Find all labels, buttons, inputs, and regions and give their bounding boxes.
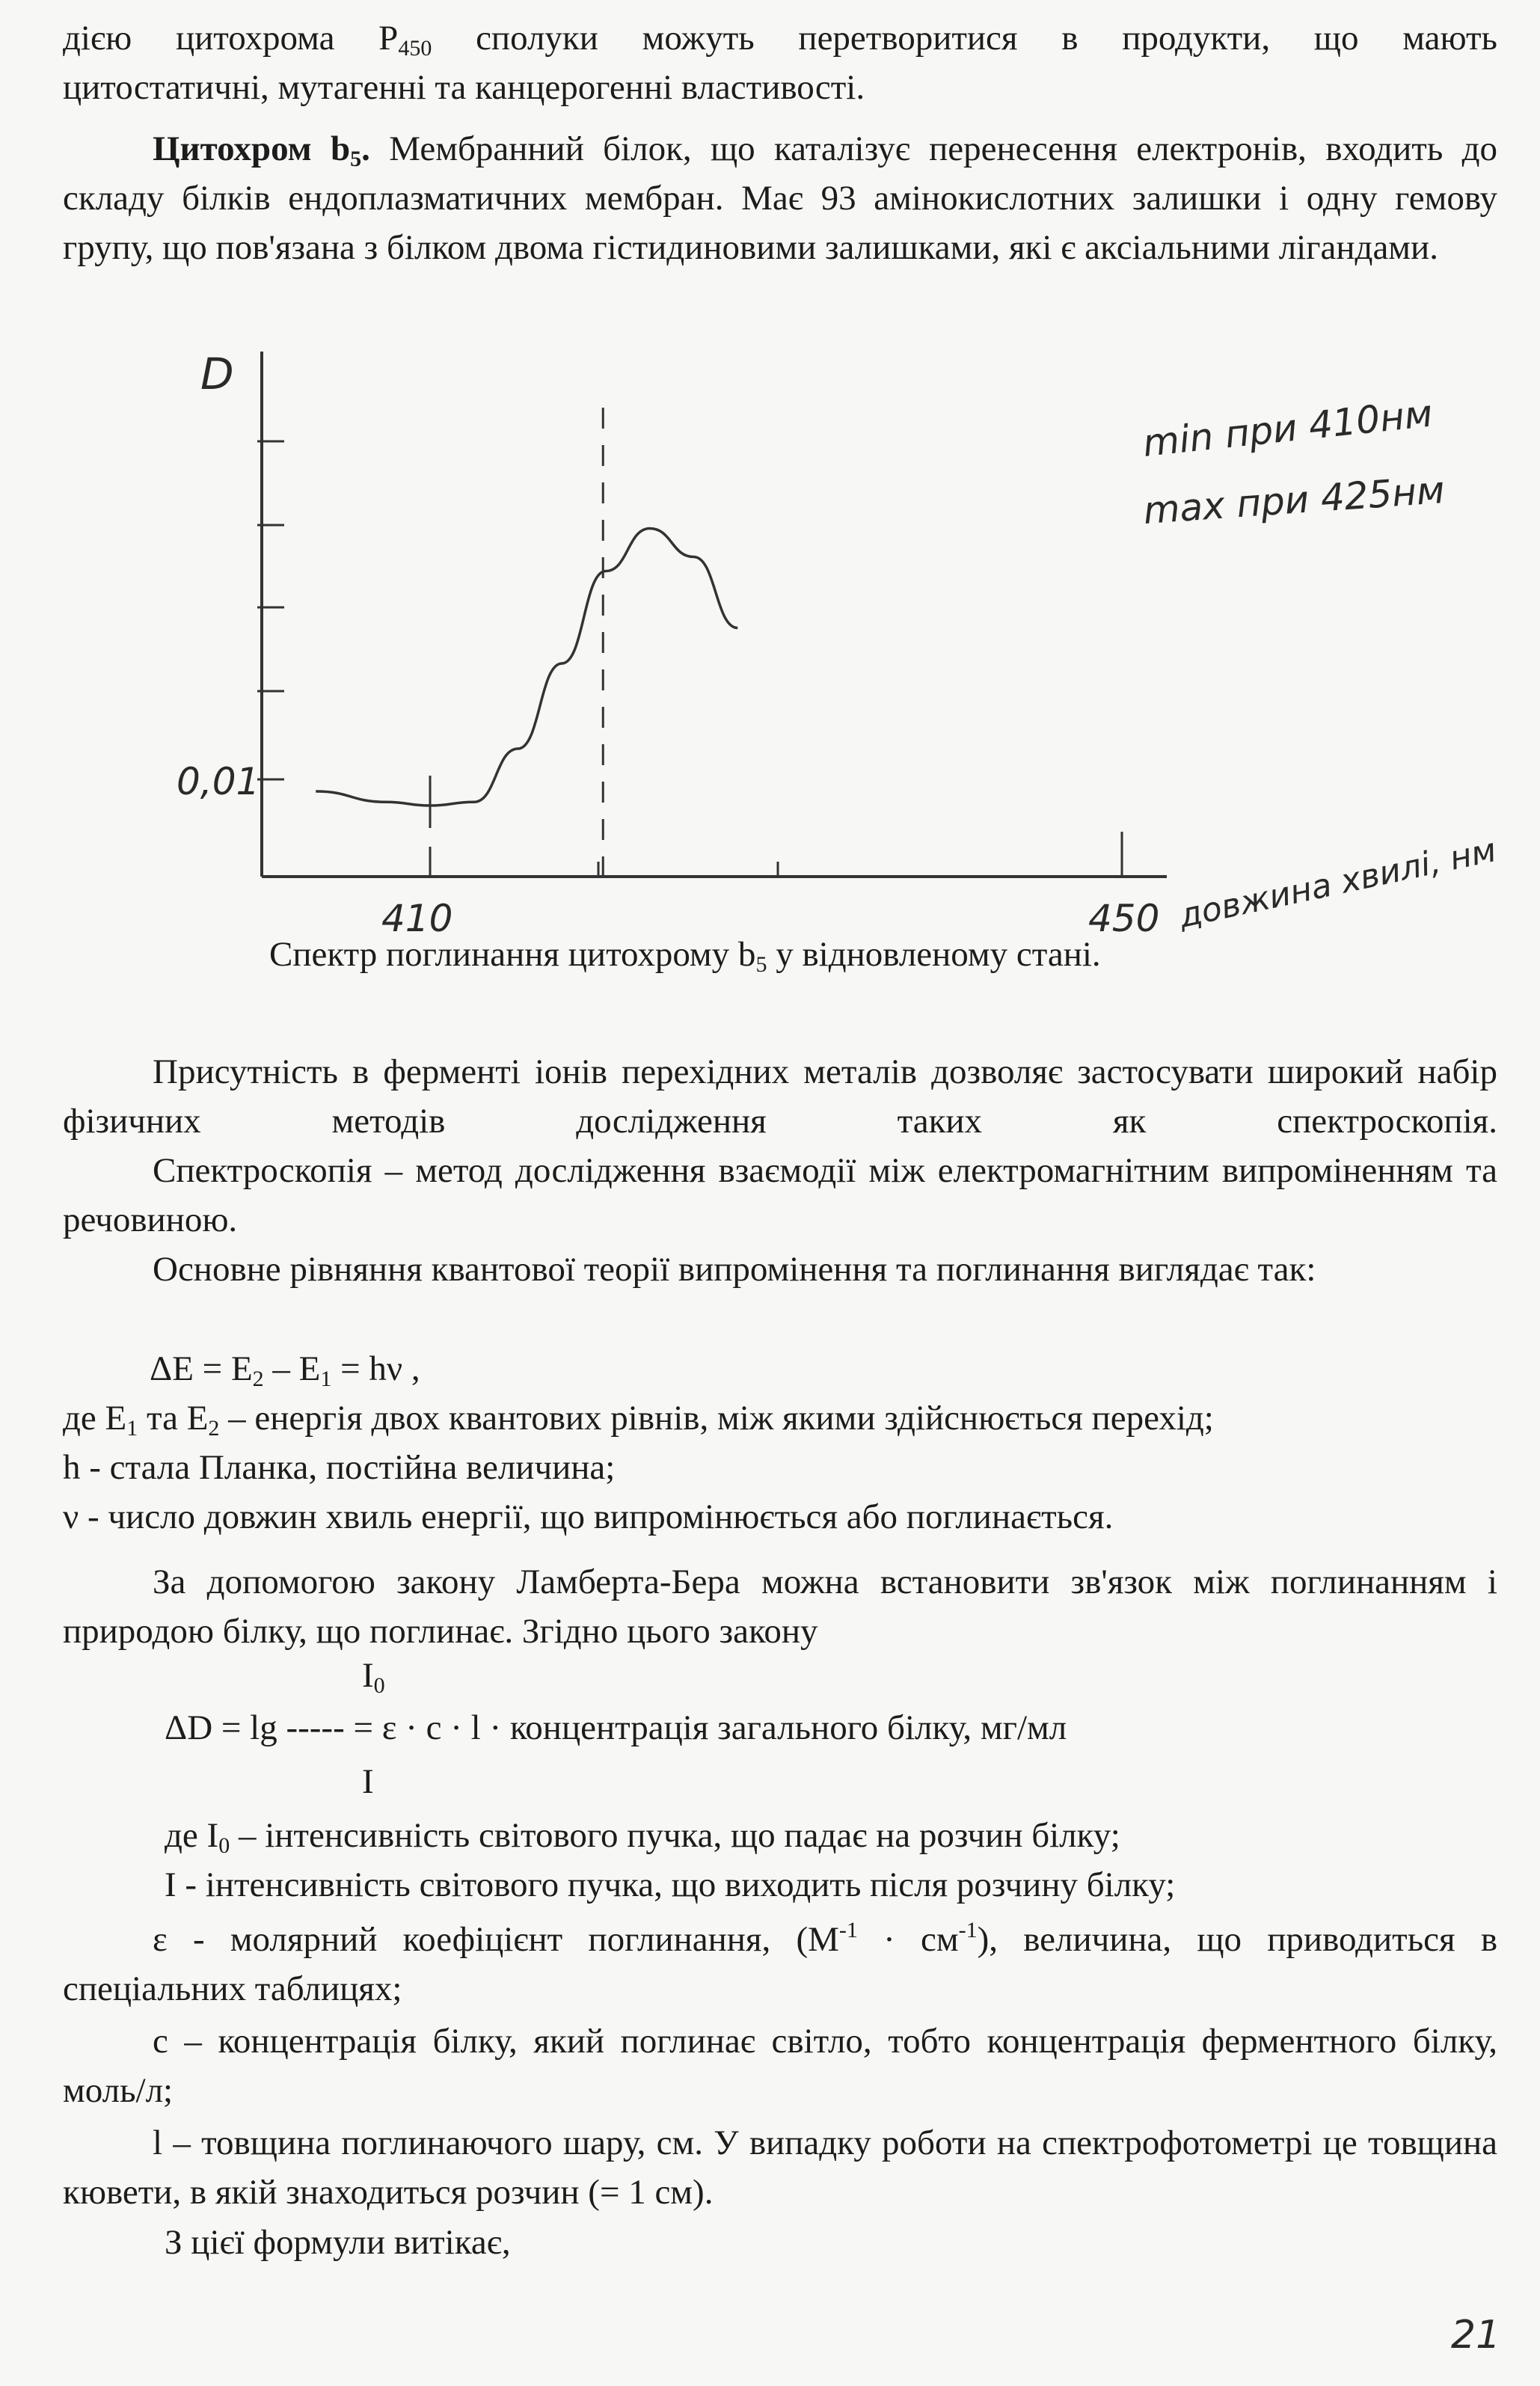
text-run: Мембранний білок, що каталізує перенесення електронів, входить до складу білків ендоплазматичних мембран. Має 93 амінокислотних залишки і одну гемову групу, що пов'язана з білком двома гістидиновими залишками, які є аксіальними лігандами. (63, 129, 1497, 267)
definition-i: I - інтенсивність світового пучка, що виходить після розчину білку; (165, 1865, 1176, 1904)
text-run: сполуки можуть перетворитися в продукти, що мають (432, 19, 1497, 58)
paragraph-spectroscopy: Спектроскопія – метод дослідження взаємодії між електромагнітним випроміненням та речовиною. (63, 1151, 1497, 1239)
equation-delta-e: $\Delta E = E_2 - E_1 = h\nu$ , (150, 1349, 420, 1391)
paragraph-cyt-p450 (63, 13, 1497, 63)
definition-nu: ν - число довжин хвиль енергії, що випромінюється або поглинається. (63, 1497, 1114, 1536)
annotation-min: min при 410нм (1141, 391, 1435, 465)
paragraph-metals: Присутність в ферменті іонів перехідних металів дозволяє застосувати широкий набір фізичних методів дослідження таких як спектроскопія. (63, 1052, 1497, 1141)
paragraph-cyt-b5 (63, 124, 1497, 272)
figure-caption: Спектр поглинання цитохрому $b_5$ у відновленому стані. (269, 935, 1101, 977)
spectrum-curve (316, 529, 737, 806)
definition-concentration: с – концентрація білку, який поглинає світло, тобто концентрація ферментного білку, моль/л; (63, 2022, 1497, 2110)
absorption-spectrum-chart (0, 337, 1540, 950)
y-tick-label: 0,01 (177, 760, 260, 803)
x-tick-label-450: 450 (1088, 897, 1160, 940)
definition-thickness: l – товщина поглинаючого шару, см. У випадку роботи на спектрофотометрі це товщина кювети, в якій знаходиться розчин (= 1 см). (63, 2123, 1497, 2212)
y-axis-label: D (200, 349, 234, 399)
definition-energy-levels: де $E_1$ та $E_2$ – енергія двох квантових рівнів, між якими здійснюється перехід; (63, 1399, 1214, 1441)
equation-lambert-beer: ΔD = lg ----- = ε · c · l · концентрація загального білку, мг/мл (165, 1708, 1067, 1747)
text-run: дією цитохрома Р (63, 19, 399, 58)
definition-i0: де $I_0$ – інтенсивність світового пучка, що падає на розчин білку; (165, 1816, 1120, 1858)
paragraph-conclusion: З цієї формули витікає, (165, 2223, 511, 2262)
chart-layer (177, 349, 1500, 940)
paragraph-lambert-beer: За допомогою закону Ламберта-Бера можна встановити зв'язок між поглинанням і природою білку, що поглинає. Згідно цього закону (63, 1562, 1497, 1651)
x-axis-label: довжина хвилі, нм (1175, 831, 1500, 936)
x-tick-label-410: 410 (381, 897, 453, 940)
definition-planck: h - стала Планка, постійна величина; (63, 1448, 616, 1487)
annotation-max: max при 425нм (1141, 467, 1447, 533)
equation-denominator: I (362, 1762, 374, 1801)
paragraph-quantum: Основне рівняння квантової теорії випромінення та поглинання виглядає так: (153, 1250, 1316, 1289)
paragraph-cyt-p450-end: цитостатичні, мутагенні та канцерогенні властивості. (63, 68, 865, 107)
equation-numerator: $I_0$ (362, 1656, 385, 1698)
definition-epsilon: ε - молярний коефіцієнт поглинання, $(М^{-1} \cdot см^{-1})$, величина, що приводиться в спеціальних таблицях; (63, 1918, 1498, 2008)
page-number: 21 (1451, 2313, 1501, 2358)
heading-cyt-b5: Цитохром $b_5$. (153, 129, 370, 171)
subscript: 450 (398, 36, 432, 61)
